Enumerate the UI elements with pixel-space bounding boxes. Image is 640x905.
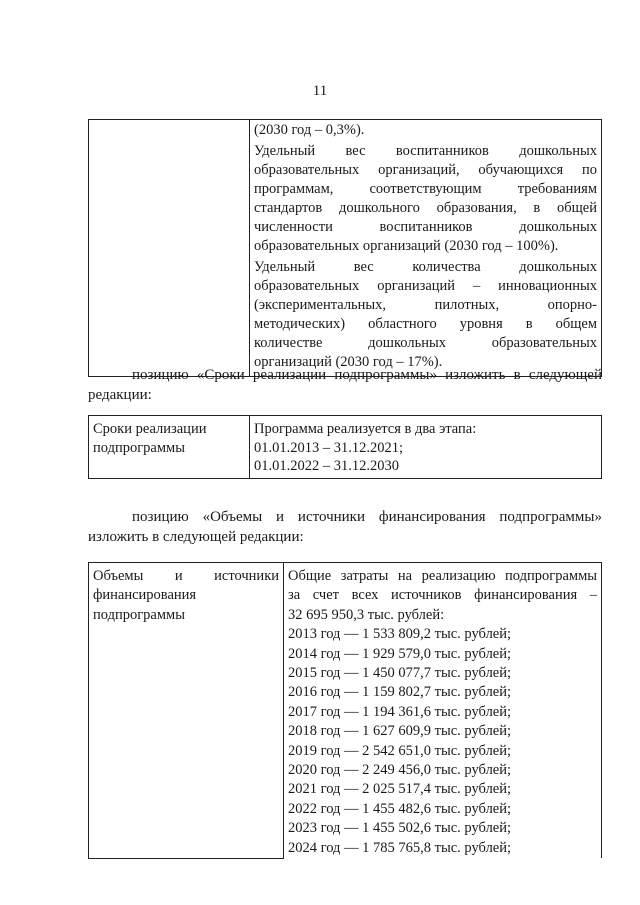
- indicator-line: Удельный вес количества дошкольных: [254, 259, 597, 275]
- instruction-paragraph-terms: позицию «Сроки реализации подпрограммы» изложить в следующей редакции:: [88, 367, 602, 403]
- indicator-line: образовательных организаций – инновационных: [254, 278, 597, 294]
- funding-table: [88, 562, 602, 859]
- funding-year-line: 2024 год — 1 785 765,8 тыс. рублей;: [288, 839, 512, 856]
- terms-line: 01.01.2013 – 31.12.2021;: [254, 439, 404, 456]
- indicator-line: образовательных организаций, обучающихся по: [254, 162, 597, 178]
- funding-year-line: 2021 год — 2 025 517,4 тыс. рублей;: [288, 781, 512, 798]
- instruction-paragraph-funding: позицию «Объемы и источники финансирования подпрограммы» изложить в следующей редакции:: [88, 509, 602, 545]
- indicator-line: (экспериментальных, пилотных, опорно-: [254, 297, 597, 313]
- terms-value-cell: [250, 416, 602, 479]
- funding-year-line: 2015 год — 1 450 077,7 тыс. рублей;: [288, 665, 512, 682]
- funding-year-line: 2014 год — 1 929 579,0 тыс. рублей;: [288, 645, 512, 662]
- funding-label-line: финансирования: [93, 587, 197, 604]
- funding-year-line: 2013 год — 1 533 809,2 тыс. рублей;: [288, 626, 512, 643]
- page-number: 11: [312, 83, 328, 99]
- indicator-line: количестве дошкольных образовательных: [254, 335, 597, 351]
- funding-label-line: подпрограммы: [93, 606, 185, 623]
- indicator-line: стандартов дошкольного образования, в общей: [254, 200, 597, 216]
- indicator-line: методических) областного уровня в общем: [254, 316, 597, 332]
- indicators-table-continuation: [88, 119, 602, 377]
- terms-table: [88, 415, 602, 479]
- funding-intro-line: 32 695 950,3 тыс. рублей:: [288, 606, 445, 623]
- funding-label-line: Объемы и источники: [93, 568, 279, 584]
- indicator-line: (2030 год – 0,3%).: [254, 122, 365, 138]
- funding-year-line: 2020 год — 2 249 456,0 тыс. рублей;: [288, 762, 512, 779]
- indicator-block: [254, 142, 597, 256]
- funding-intro-line: за счет всех источников финансирования –: [288, 587, 597, 604]
- funding-value-cell: [284, 563, 602, 859]
- indicator-block: [254, 121, 597, 140]
- terms-line: 01.01.2022 – 31.12.2030: [254, 458, 399, 474]
- indicator-line: организаций (2030 год – 17%).: [254, 354, 443, 370]
- funding-year-line: 2016 год — 1 159 802,7 тыс. рублей;: [288, 684, 512, 701]
- funding-label-cell: [89, 563, 284, 859]
- funding-year-line: 2023 год — 1 455 502,6 тыс. рублей;: [288, 820, 512, 837]
- indicator-line: Удельный вес воспитанников дошкольных: [254, 143, 597, 159]
- indicator-block: [254, 258, 597, 372]
- terms-line: Программа реализуется в два этапа:: [254, 421, 477, 437]
- funding-year-line: 2017 год — 1 194 361,6 тыс. рублей;: [288, 703, 512, 720]
- funding-year-line: 2018 год — 1 627 609,9 тыс. рублей;: [288, 723, 512, 740]
- indicator-line: образовательных организаций (2030 год – 100%).: [254, 238, 559, 254]
- indicators-right-cell: [250, 120, 602, 377]
- indicators-left-cell: [89, 120, 250, 377]
- terms-label-cell: Сроки реализации подпрограммы: [89, 416, 250, 479]
- funding-year-line: 2022 год — 1 455 482,6 тыс. рублей;: [288, 800, 512, 817]
- indicator-line: численности воспитанников дошкольных: [254, 219, 597, 235]
- funding-year-line: 2019 год — 2 542 651,0 тыс. рублей;: [288, 742, 512, 759]
- funding-intro-line: Общие затраты на реализацию подпрограммы: [288, 568, 597, 584]
- indicator-line: программам, соответствующим требованиям: [254, 181, 597, 197]
